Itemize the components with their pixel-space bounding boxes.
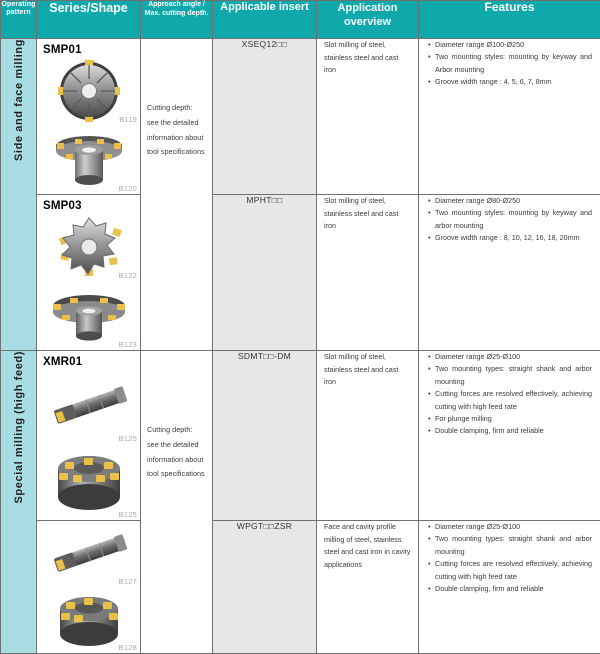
table-row xyxy=(1,521,600,654)
overview-text: Face and cavity profile milling of steel, stainless steel and cast iron in cavity applications xyxy=(317,521,418,571)
table-row xyxy=(1,351,600,521)
feature-item: • Groove width range : 8, 10, 12, 16, 18, 20mm xyxy=(435,232,592,244)
table-row xyxy=(1,39,600,195)
approach-text: Cutting depth: see the detailed information about tool specifications xyxy=(141,351,212,482)
insert-cell-xseq12 xyxy=(213,39,317,195)
shape-image-block xyxy=(37,56,140,125)
insert-code: MPHT□□ xyxy=(213,195,316,205)
feature-item: • Two mounting types: straight shank and arbor mounting xyxy=(435,533,592,558)
features-list xyxy=(419,351,600,438)
page-reference: B119 xyxy=(119,115,137,124)
feature-item: • Groove width range : 4, 5, 6, 7, 8mm xyxy=(435,76,592,88)
insert-cell-mpht xyxy=(213,195,317,351)
feature-item: • Diameter range Ø80-Ø250 xyxy=(435,195,592,207)
column-header-applicable-insert: Applicable insert xyxy=(213,1,317,39)
feature-item: • Diameter range Ø25-Ø100 xyxy=(435,521,592,533)
series-title: SMP01 xyxy=(37,39,140,56)
shape-image-block xyxy=(37,281,140,350)
face-mill-body-icon xyxy=(37,444,140,520)
page-reference: B128 xyxy=(119,643,137,652)
page-reference: B122 xyxy=(119,271,137,280)
series-cell-xmr01-cont xyxy=(37,521,141,654)
page-reference: B125 xyxy=(119,510,137,519)
feature-item: • Cutting forces are resolved effectively, achieving cutting with high feed rate xyxy=(435,388,592,413)
shape-image-block xyxy=(37,587,140,653)
page-reference: B127 xyxy=(119,577,137,586)
overview-text: Slot milling of steel, stainless steel and cast iron xyxy=(317,351,418,389)
shape-image-block xyxy=(37,125,140,194)
shape-image-block xyxy=(37,368,140,444)
insert-cell-wpgt xyxy=(213,521,317,654)
approach-cell-group1 xyxy=(141,39,213,351)
overview-cell-4 xyxy=(317,521,419,654)
feature-item: • Two mounting types: straight shank and arbor mounting xyxy=(435,363,592,388)
features-list xyxy=(419,195,600,245)
features-list xyxy=(419,39,600,89)
feature-item: • Double clamping, firm and reliable xyxy=(435,583,592,595)
feature-item: • Diameter range Ø100-Ø250 xyxy=(435,39,592,51)
overview-text: Slot milling of steel, stainless steel and cast iron xyxy=(317,39,418,77)
column-header-application-overview: Application overview xyxy=(317,1,419,39)
column-header-approach-angle: Approach angle / Max. cutting depth. xyxy=(141,1,213,39)
overview-cell-2 xyxy=(317,195,419,351)
series-cell-smp01 xyxy=(37,39,141,195)
series-title: SMP03 xyxy=(37,195,140,212)
features-cell-3 xyxy=(419,351,600,521)
features-cell-4 xyxy=(419,521,600,654)
table-row xyxy=(1,195,600,351)
group-label-special-milling-high-feed xyxy=(1,351,37,654)
approach-cell-group2 xyxy=(141,351,213,654)
column-header-features: Features xyxy=(419,1,600,39)
features-cell-1 xyxy=(419,39,600,195)
group-label-side-and-face-milling xyxy=(1,39,37,351)
series-cell-xmr01 xyxy=(37,351,141,521)
feature-item: • For plunge milling xyxy=(435,413,592,425)
table-header-row xyxy=(1,1,600,39)
straight-shank-end-mill-icon xyxy=(37,368,140,444)
page-reference: B125 xyxy=(119,434,137,443)
series-title: XMR01 xyxy=(37,351,140,368)
shape-image-block xyxy=(37,444,140,520)
page-reference: B123 xyxy=(119,340,137,349)
group-label-text: Special milling (high feed) xyxy=(13,351,25,504)
overview-text: Slot milling of steel, stainless steel and cast iron xyxy=(317,195,418,233)
group-label-text: Side and face milling xyxy=(13,39,25,161)
insert-cell-sdmt xyxy=(213,351,317,521)
column-header-series-shape: Series/Shape xyxy=(37,1,141,39)
overview-cell-3 xyxy=(317,351,419,521)
column-header-operating-pattern: Operating pattern xyxy=(1,1,37,39)
feature-item: • Cutting forces are resolved effectively, achieving cutting with high feed rate xyxy=(435,558,592,583)
insert-code: WPGT□□ZSR xyxy=(213,521,316,531)
features-list xyxy=(419,521,600,595)
feature-item: • Two mounting styles: mounting by keyway and Arbor mounting xyxy=(435,51,592,76)
series-cell-smp03 xyxy=(37,195,141,351)
insert-code: XSEQ12□□ xyxy=(213,39,316,49)
feature-item: • Double clamping, firm and reliable xyxy=(435,425,592,437)
features-cell-2 xyxy=(419,195,600,351)
page-reference: B120 xyxy=(119,184,137,193)
feature-item: • Diameter range Ø25-Ø100 xyxy=(435,351,592,363)
insert-code: SDMT□□-DM xyxy=(213,351,316,361)
feature-item: • Two mounting styles: mounting by keyway and arbor mounting xyxy=(435,207,592,232)
overview-cell-1 xyxy=(317,39,419,195)
shape-image-block xyxy=(37,212,140,281)
shape-image-block xyxy=(37,521,140,587)
approach-text: Cutting depth: see the detailed information about tool specifications xyxy=(141,39,212,160)
